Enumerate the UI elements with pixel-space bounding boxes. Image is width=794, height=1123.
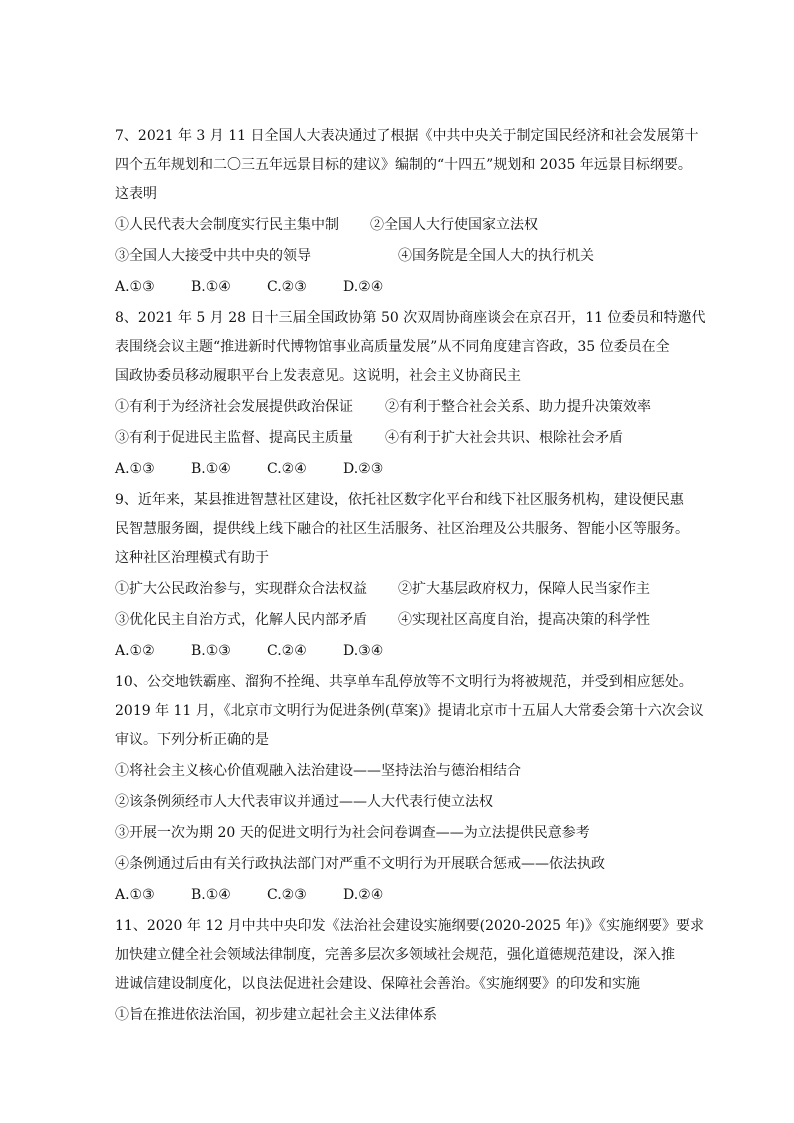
exam-page xyxy=(115,126,706,1036)
choice-d: D.②④ xyxy=(343,887,384,903)
option-4: ④实现社区高度自治，提高决策的科学性 xyxy=(398,612,650,628)
question-11 xyxy=(115,916,704,1025)
choice-b: B.①④ xyxy=(191,461,231,477)
question-stem-line: 2019 年 11 月，《北京市文明行为促进条例(草案)》提请北京市十五届人大常委会第十六次会议 xyxy=(115,703,704,719)
option-1: ①有利于为经济社会发展提供政治保证 xyxy=(115,399,353,415)
option-3: ③开展一次为期 20 天的促进文明行为社会问卷调查——为立法提供民意参考 xyxy=(115,825,590,841)
choice-a: A.①③ xyxy=(115,279,155,295)
question-stem-line: 审议。下列分析正确的是 xyxy=(115,732,269,748)
option-2: ②扩大基层政府权力，保障人民当家作主 xyxy=(398,581,650,597)
option-1: ①扩大公民政治参与，实现群众合法权益 xyxy=(115,581,367,597)
choice-a: A.①③ xyxy=(115,461,155,477)
option-2: ②全国人大行使国家立法权 xyxy=(370,217,538,233)
question-stem-line: 7、2021 年 3 月 11 日全国人大表决通过了根据《中共中央关于制定国民经济和社会发展第十 xyxy=(115,128,699,144)
option-3: ③优化民主自治方式，化解人民内部矛盾 xyxy=(115,612,367,628)
choice-c: C.②③ xyxy=(267,279,307,295)
choice-d: D.③④ xyxy=(343,643,384,659)
choice-d: D.②④ xyxy=(343,279,384,295)
choice-b: B.①③ xyxy=(191,643,231,659)
question-7 xyxy=(115,126,699,297)
choice-a: A.①② xyxy=(115,643,155,659)
question-stem-line: 表围绕会议主题“推进新时代博物馆事业高质量发展”从不同角度建言咨政，35 位委员在全 xyxy=(115,339,670,355)
answer-choices xyxy=(115,641,695,661)
question-stem-line: 8、2021 年 5 月 28 日十三届全国政协第 50 次双周协商座谈会在京召开，11 位委员和特邀代 xyxy=(115,310,706,326)
choice-a: A.①③ xyxy=(115,887,155,903)
choice-c: C.②③ xyxy=(267,887,307,903)
option-2: ②该条例须经市人大代表审议并通过——人大代表行使立法权 xyxy=(115,794,493,810)
option-3: ③全国人大接受中共中央的领导 xyxy=(115,248,311,264)
choice-b: B.①④ xyxy=(191,887,231,903)
question-stem-line: 10、公交地铁霸座、溜狗不拴绳、共享单车乱停放等不文明行为将被规范，并受到相应惩处。 xyxy=(115,674,693,690)
question-10 xyxy=(115,672,704,905)
choice-d: D.②③ xyxy=(343,461,384,477)
answer-choices xyxy=(115,885,695,905)
question-stem-line: 国政协委员移动履职平台上发表意见。这说明，社会主义协商民主 xyxy=(115,368,521,384)
answer-choices xyxy=(115,459,695,479)
option-1: ①旨在推进依法治国，初步建立起社会主义法律体系 xyxy=(115,1007,437,1023)
choice-b: B.①④ xyxy=(191,279,231,295)
question-8 xyxy=(115,308,706,479)
choice-c: C.②④ xyxy=(267,461,307,477)
question-stem-line: 这种社区治理模式有助于 xyxy=(115,550,269,566)
question-stem-line: 11、2020 年 12 月中共中央印发《法治社会建设实施纲要(2020-2025 年)》《实施纲要》要求 xyxy=(115,918,704,934)
question-stem-line: 这表明 xyxy=(115,186,157,202)
question-stem-line: 加快建立健全社会领域法律制度，完善多层次多领域社会规范，强化道德规范建设，深入推 xyxy=(115,947,675,963)
question-stem-line: 四个五年规划和二〇三五年远景目标的建议》编制的“十四五”规划和 2035 年远景目标纲要。 xyxy=(115,157,692,173)
option-4: ④国务院是全国人大的执行机关 xyxy=(398,248,594,264)
option-2: ②有利于整合社会关系、助力提升决策效率 xyxy=(385,399,651,415)
question-stem-line: 进诚信建设制度化，以良法促进社会建设、保障社会善治。《实施纲要》的印发和实施 xyxy=(115,976,640,992)
question-9 xyxy=(115,490,695,661)
option-1: ①人民代表大会制度实行民主集中制 xyxy=(115,217,339,233)
option-4: ④有利于扩大社会共识、根除社会矛盾 xyxy=(385,430,623,446)
answer-choices xyxy=(115,277,695,297)
option-1: ①将社会主义核心价值观融入法治建设——坚持法治与德治相结合 xyxy=(115,763,521,779)
choice-c: C.②④ xyxy=(267,643,307,659)
question-stem-line: 民智慧服务圈，提供线上线下融合的社区生活服务、社区治理及公共服务、智能小区等服务。 xyxy=(115,521,689,537)
option-3: ③有利于促进民主监督、提高民主质量 xyxy=(115,430,353,446)
question-stem-line: 9、近年来，某县推进智慧社区建设，依托社区数字化平台和线下社区服务机构，建设便民惠 xyxy=(115,492,684,508)
option-4: ④条例通过后由有关行政执法部门对严重不文明行为开展联合惩戒——依法执政 xyxy=(115,856,605,872)
